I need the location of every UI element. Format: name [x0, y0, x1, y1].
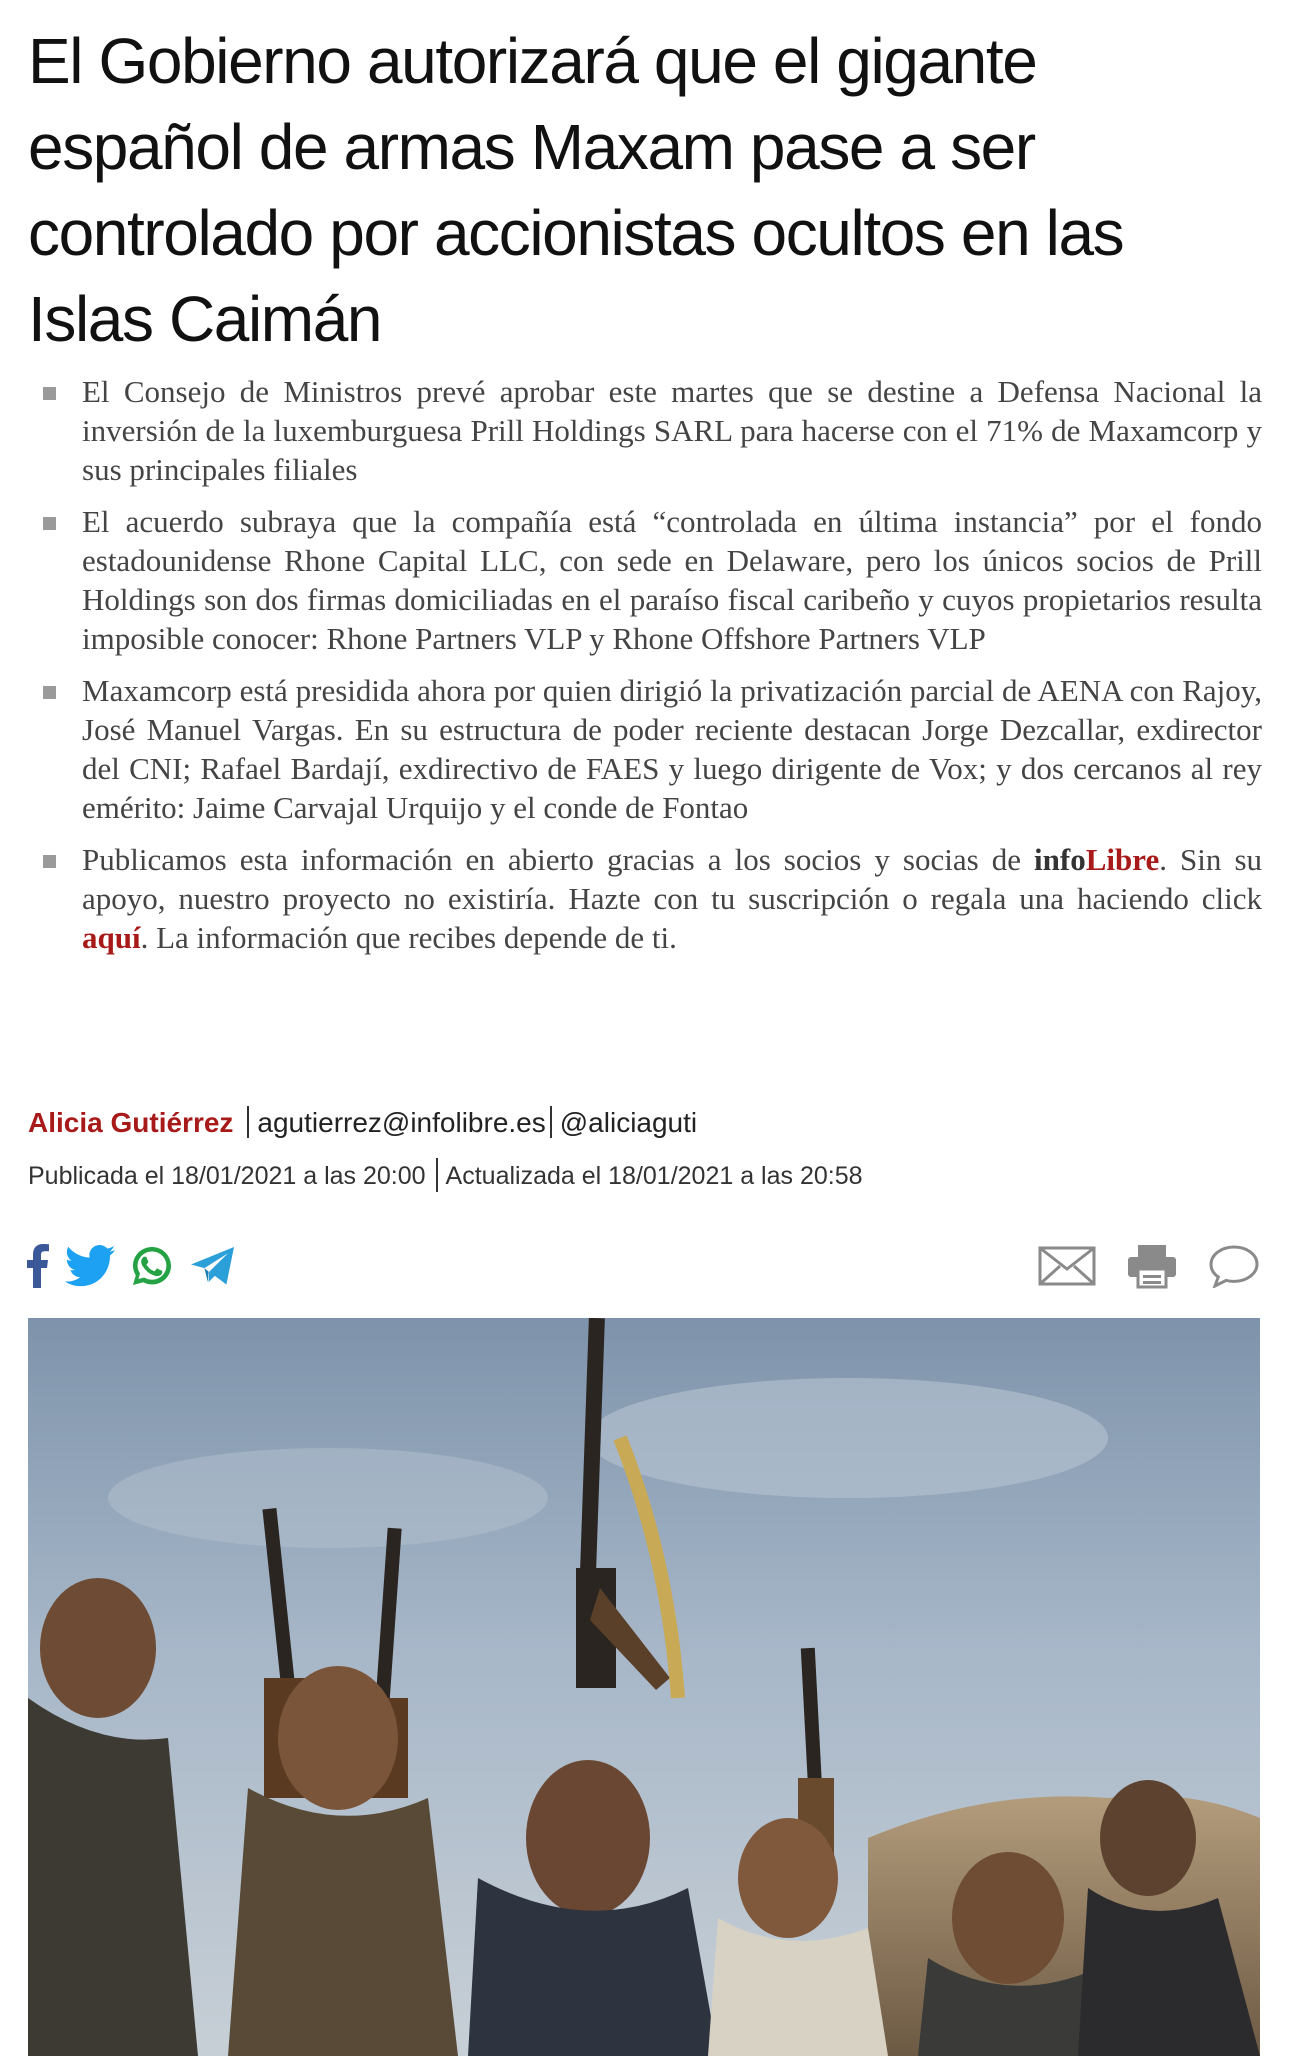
byline	[28, 1103, 697, 1143]
author-link[interactable]: Alicia Gutiérrez	[28, 1107, 234, 1138]
author-email-link[interactable]: agutierrez@infolibre.es	[257, 1107, 546, 1138]
support-text-middle: . Sin su apoyo, nuestro proyecto no existiría. Hazte con tu suscripción o regala una haciendo click	[82, 842, 1263, 916]
published-date: Publicada el 18/01/2021 a las 20:00	[28, 1162, 426, 1190]
bullet-square-icon	[43, 686, 56, 699]
summary-item	[28, 502, 1262, 658]
divider	[247, 1106, 249, 1138]
divider	[436, 1158, 438, 1192]
updated-date: Actualizada el 18/01/2021 a las 20:58	[445, 1162, 863, 1190]
author-twitter-link[interactable]: @aliciaguti	[559, 1107, 698, 1138]
summary-item	[28, 372, 1262, 489]
article-summary-list	[28, 372, 1262, 970]
bullet-square-icon	[43, 387, 56, 400]
twitter-icon[interactable]	[64, 1245, 116, 1287]
summary-text: El Consejo de Ministros prevé aprobar este martes que se destine a Defensa Nacional la inversión de la luxemburguesa Prill Holdings SARL para hacerse con el 71% de Maxamcorp y sus principales filiales	[82, 374, 1262, 487]
bullet-square-icon	[43, 855, 56, 868]
print-icon[interactable]	[1126, 1243, 1178, 1289]
subscribe-link[interactable]: aquí	[82, 920, 141, 955]
summary-text: El acuerdo subraya que la compañía está “controlada en última instancia” por el fondo estadounidense Rhone Capital LLC, con sede en Delaware, pero los únicos socios de Prill Holdings son dos firmas domiciliadas en el paraíso fiscal caribeño y cuyos propietarios resulta imposible conocer: Rhone Partners VLP y Rhone Offshore Partners VLP	[82, 504, 1262, 656]
article-headline: El Gobierno autorizará que el gigante español de armas Maxam pase a ser controlado por accionistas ocultos en las Islas Caimán	[28, 25, 1124, 355]
share-bar	[24, 1240, 238, 1292]
mail-icon[interactable]	[1038, 1246, 1096, 1286]
comment-icon[interactable]	[1208, 1244, 1260, 1288]
article-tools	[1038, 1240, 1260, 1292]
summary-text: Maxamcorp está presidida ahora por quien dirigió la privatización parcial de AENA con Rajoy, José Manuel Vargas. En su estructura de poder reciente destacan Jorge Dezcallar, exdirector del CNI; Rafael Bardají, exdirectivo de FAES y luego dirigente de Vox; y dos cercanos al rey emérito: Jaime Carvajal Urquijo y el conde de Fontao	[82, 673, 1262, 825]
support-text-after: . La información que recibes depende de ti.	[140, 920, 677, 955]
facebook-icon[interactable]	[24, 1244, 50, 1288]
summary-item	[28, 671, 1262, 827]
telegram-icon[interactable]	[188, 1244, 238, 1288]
publication-dates	[28, 1158, 863, 1194]
article-photo	[28, 1318, 1260, 2056]
armed-men-photo-illustration	[28, 1318, 1260, 2056]
brand-libre: Libre	[1085, 842, 1160, 877]
bullet-square-icon	[43, 517, 56, 530]
divider	[550, 1106, 552, 1138]
support-message	[28, 840, 1262, 957]
brand-info: info	[1034, 842, 1086, 877]
support-text-before: Publicamos esta información en abierto gracias a los socios y socias de	[82, 842, 1035, 877]
whatsapp-icon[interactable]	[130, 1244, 174, 1288]
